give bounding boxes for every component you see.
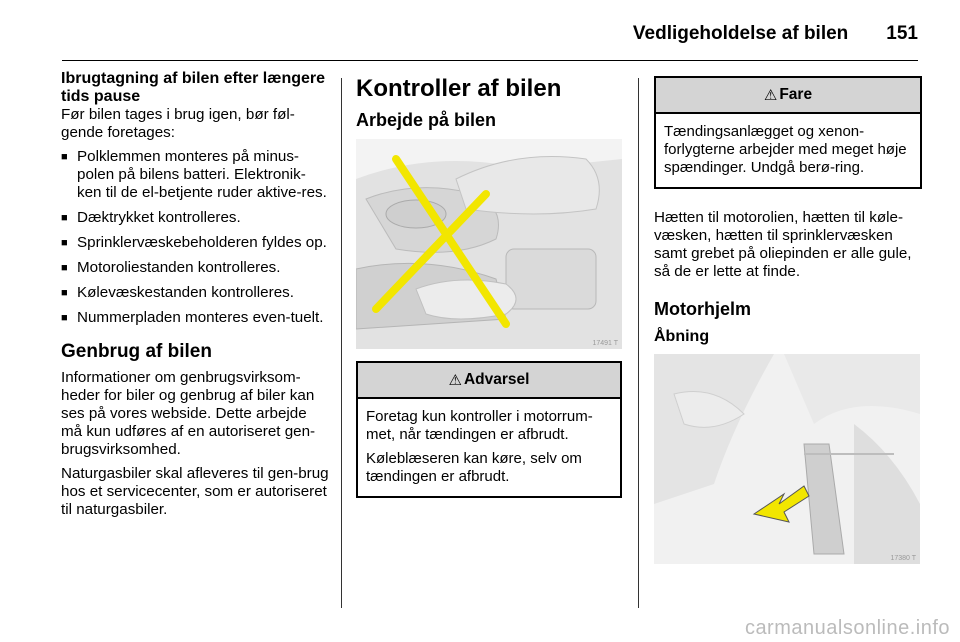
chapter-heading: Kontroller af bilen [356, 75, 562, 102]
hood-release-figure [654, 354, 920, 564]
warning-box-header [358, 363, 620, 399]
warning-title: Advarsel [463, 371, 530, 388]
column-right [654, 70, 922, 564]
column-left [61, 70, 329, 525]
subheading-working-on-car: Arbejde på bilen [356, 110, 497, 130]
page-header [62, 14, 918, 54]
intro-text: Før bilen tages i brug igen, bør føl-gende foretages: [61, 106, 295, 141]
list-item: ■ Nummerpladen monteres even-tuelt. [61, 309, 329, 327]
list-item: ■ Sprinklervæskebeholderen fyldes op. [61, 234, 329, 252]
natural-gas-text: Naturgasbiler skal afleveres til gen-brug hos et servicecenter, som er autoriseret til naturgasbiler. [61, 465, 329, 518]
section-heading-recycling: Genbrug af bilen [61, 341, 212, 362]
list-item: ■ Motoroliestanden kontrolleres. [61, 259, 329, 277]
subheading-hood: Motorhjelm [654, 299, 751, 319]
warning-box [356, 361, 622, 498]
column-divider-1 [341, 78, 342, 608]
figure-code: 17380 T [890, 555, 916, 562]
recycling-text: Informationer om genbrugsvirksom-heder for biler og genbrug af biler kan ses på vores webside. Dette arbejde må kun udføres af en autoriseret gen-brugsvirksomhed. [61, 369, 316, 458]
header-rule [62, 60, 918, 61]
warning-triangle-icon: ⚠ [448, 372, 462, 389]
caps-text: Hætten til motorolien, hætten til køle-væsken, hætten til sprinklervæsken samt grebet på oliepinden er alle gule, så de er lette at finde. [654, 209, 912, 280]
danger-box [654, 76, 922, 189]
warning-text: Køleblæseren kan køre, selv om tændingen er afbrudt. [366, 450, 582, 485]
warning-text: Foretag kun kontroller i motorrum-met, når tændingen er afbrudt. [366, 408, 593, 443]
column-divider-2 [638, 78, 639, 608]
section-heading-storage: Ibrugtagning af bilen efter længere tids pause [61, 70, 326, 105]
figure-code: 17491 T [592, 340, 618, 347]
checklist [61, 148, 329, 327]
page-number: 151 [886, 23, 918, 44]
danger-text: Tændingsanlægget og xenon-forlygterne arbejder med meget høje spændinger. Undgå berø-ring. [664, 123, 907, 176]
danger-title: Fare [779, 86, 813, 103]
column-middle [356, 70, 622, 518]
hood-release-illustration [654, 354, 920, 564]
list-item: ■ Dæktrykket kontrolleres. [61, 209, 329, 227]
watermark: carmanualsonline.info [744, 617, 950, 639]
warning-triangle-icon: ⚠ [763, 87, 778, 104]
subheading-opening: Åbning [654, 328, 710, 345]
danger-box-header [656, 78, 920, 114]
list-item: ■ Polklemmen monteres på minus-polen på bilens batteri. Elektronik-ken til de el-betjente ruder aktive-res. [61, 148, 329, 202]
engine-bay-illustration [356, 139, 622, 349]
header-title: Vedligeholdelse af bilen [632, 23, 849, 44]
list-item: ■ Kølevæskestanden kontrolleres. [61, 284, 329, 302]
engine-bay-figure [356, 139, 622, 349]
